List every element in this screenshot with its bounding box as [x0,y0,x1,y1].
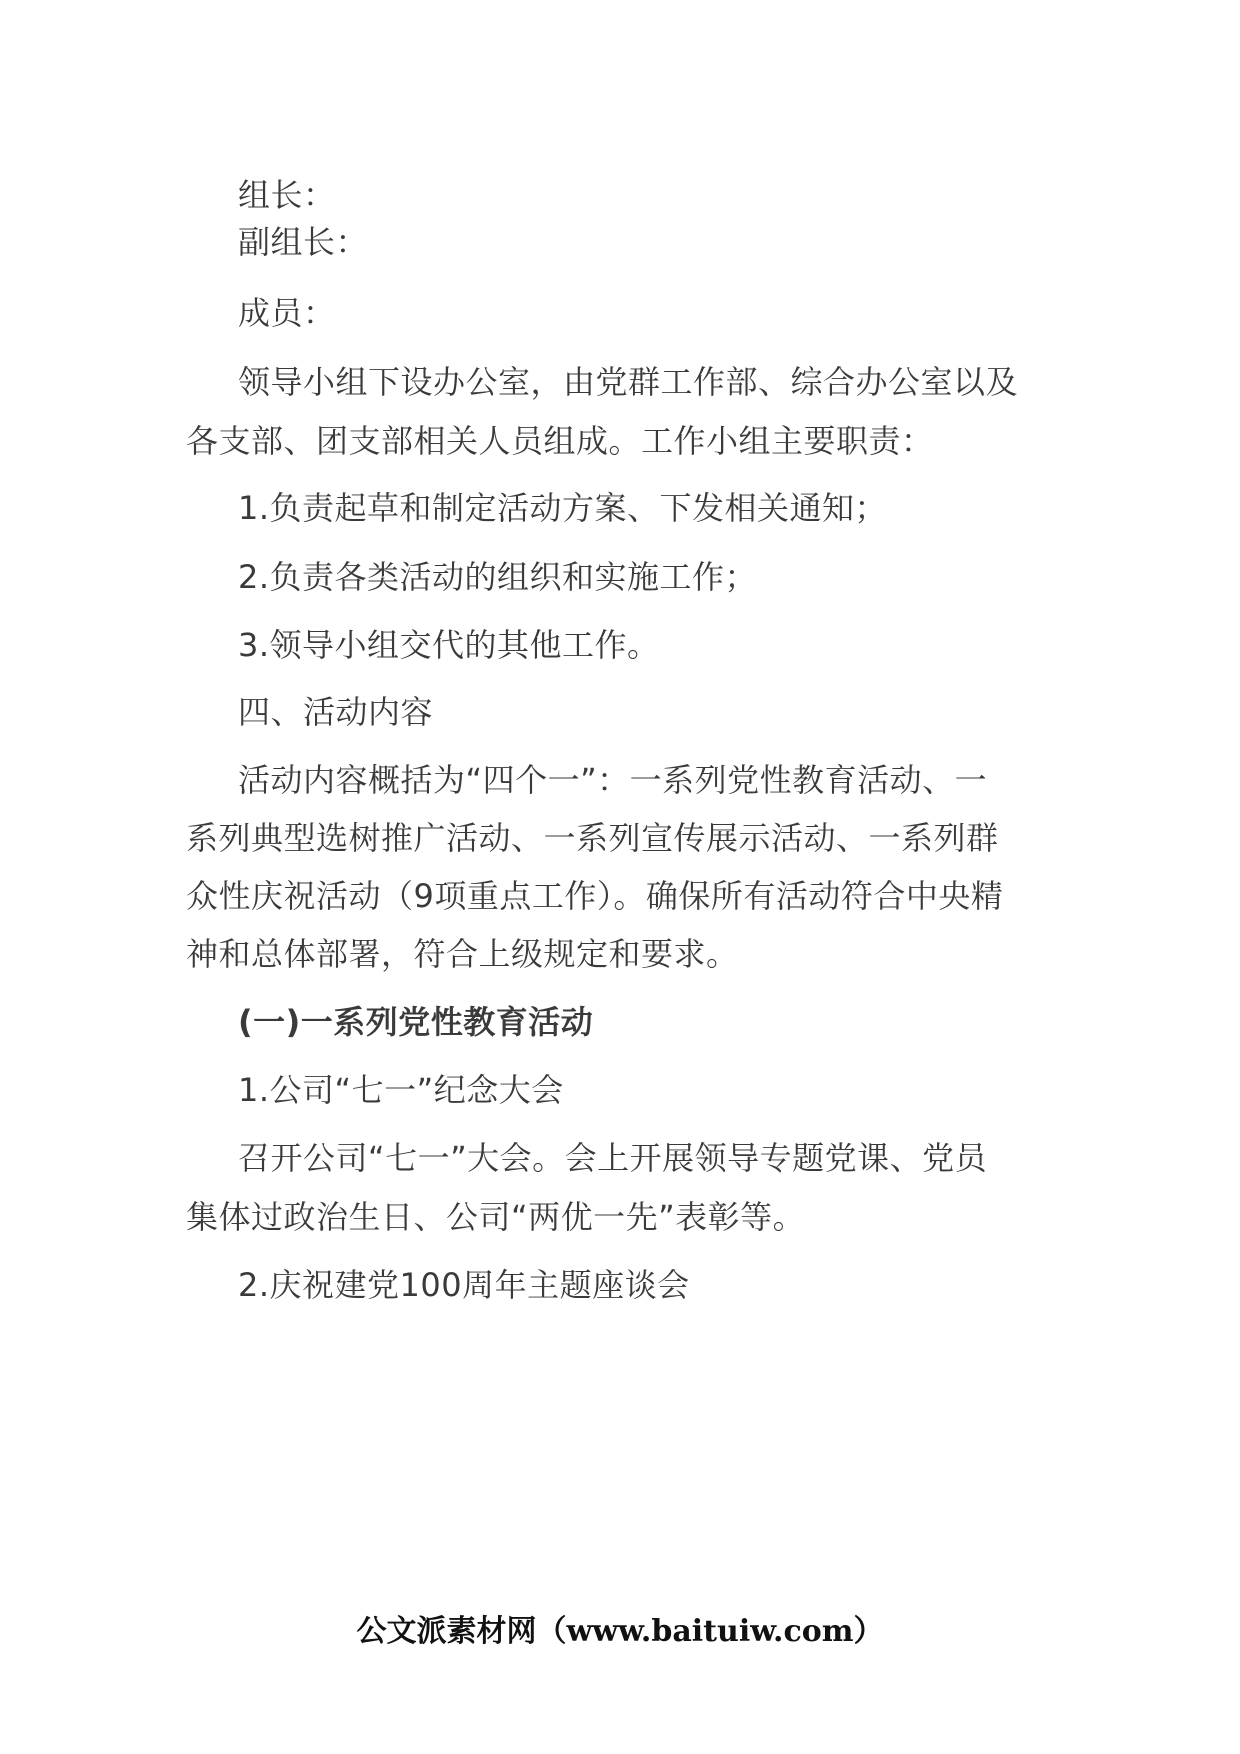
leader-label: 组长： [238,176,336,214]
duty-item-1: 1.负责起草和制定活动方案、下发相关通知； [238,489,888,527]
item-title-1: 1.公司“七一”纪念大会 [238,1071,564,1109]
item-1-paragraph-line-1: 召开公司“七一”大会。会上开展领导专题党课、党员 [238,1139,988,1177]
content-paragraph-line-4: 神和总体部署，符合上级规定和要求。 [186,935,739,973]
office-paragraph-line-1: 领导小组下设办公室，由党群工作部、综合办公室以及 [238,363,1019,401]
content-paragraph-line-2: 系列典型选树推广活动、一系列宣传展示活动、一系列群 [186,819,999,857]
item-1-paragraph-line-2: 集体过政治生日、公司“两优一先”表彰等。 [186,1198,806,1236]
deputy-leader-label: 副组长： [238,223,369,261]
duty-item-2: 2.负责各类活动的组织和实施工作； [238,558,758,596]
content-paragraph-line-3: 众性庆祝活动（9项重点工作）。确保所有活动符合中央精 [186,877,1004,915]
office-paragraph-line-2: 各支部、团支部相关人员组成。工作小组主要职责： [186,422,934,460]
content-paragraph-line-1: 活动内容概括为“四个一”：一系列党性教育活动、一 [238,761,988,799]
footer-watermark: 公文派素材网（www.baituiw.com） [356,1614,884,1649]
members-label: 成员： [238,294,336,332]
duty-item-3: 3.领导小组交代的其他工作。 [238,626,660,664]
section-heading: 四、活动内容 [238,693,434,731]
subsection-heading: (一)一系列党性教育活动 [238,1003,594,1041]
item-title-2: 2.庆祝建党100周年主题座谈会 [238,1266,690,1304]
